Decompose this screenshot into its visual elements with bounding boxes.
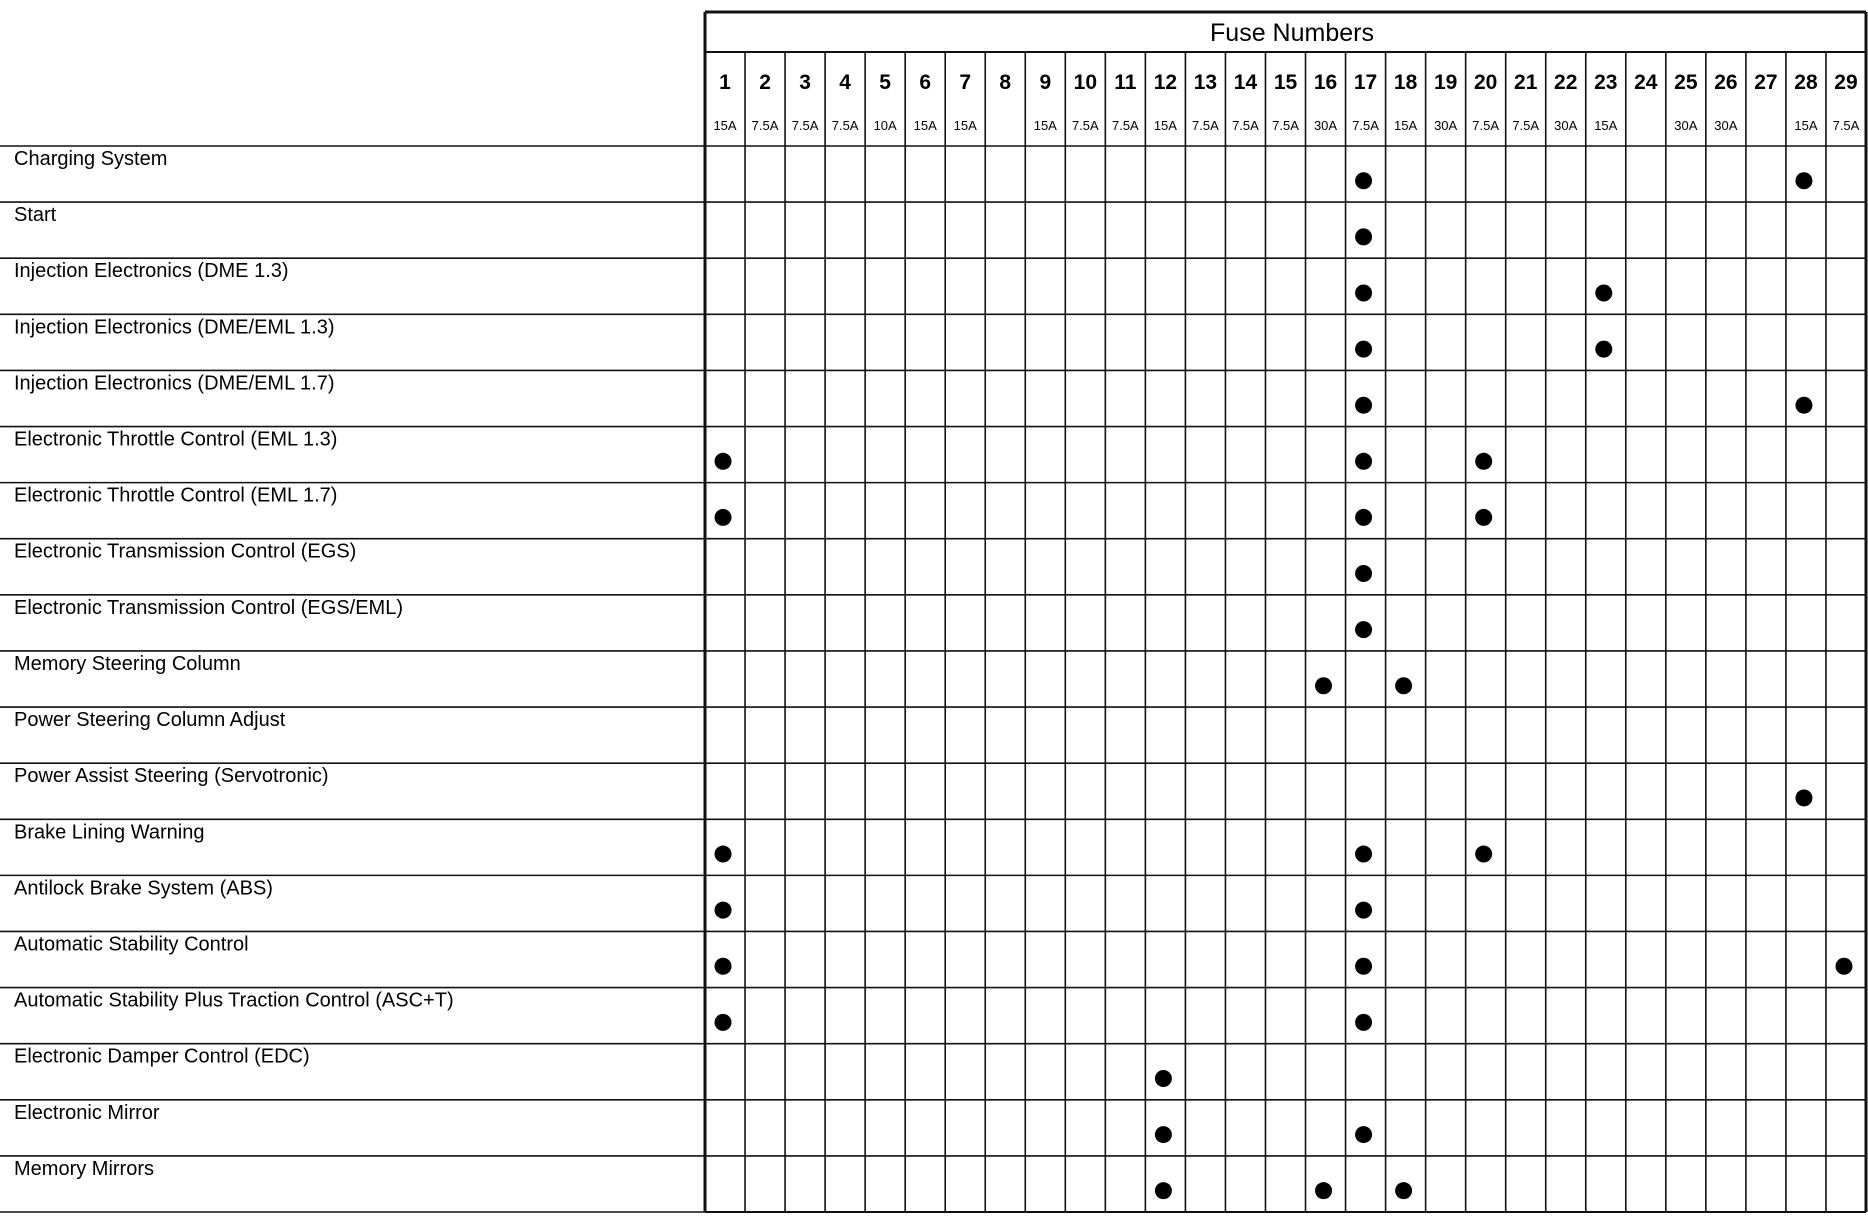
system-label: Electronic Throttle Control (EML 1.3) — [14, 428, 338, 451]
fuse-number: 14 — [1233, 71, 1258, 94]
fuse-rating: 7.5A — [831, 118, 859, 133]
fuse-number: 9 — [1039, 71, 1052, 94]
fuse-marker-dot — [1395, 677, 1412, 694]
system-label: Memory Steering Column — [14, 652, 241, 675]
system-label: Automatic Stability Control — [14, 933, 249, 956]
fuse-marker-dot — [1355, 397, 1372, 414]
fuse-rating: 7.5A — [1512, 118, 1540, 133]
fuse-rating: 15A — [953, 118, 977, 133]
system-label: Injection Electronics (DME 1.3) — [14, 260, 289, 283]
system-label: Electronic Mirror — [14, 1101, 160, 1124]
fuse-marker-dot — [1475, 453, 1492, 470]
fuse-number: 4 — [839, 71, 851, 94]
fuse-number: 25 — [1674, 71, 1698, 94]
system-label: Injection Electronics (DME/EML 1.7) — [14, 372, 335, 395]
fuse-marker-dot — [1355, 1126, 1372, 1143]
fuse-marker-dot — [1795, 172, 1812, 189]
fuse-number: 16 — [1313, 71, 1338, 94]
fuse-number: 10 — [1073, 71, 1098, 94]
fuse-number: 3 — [799, 71, 811, 94]
fuse-number: 24 — [1634, 71, 1658, 94]
fuse-rating: 7.5A — [1111, 118, 1139, 133]
fuse-marker-dot — [1475, 509, 1492, 526]
fuse-rating: 7.5A — [1232, 118, 1259, 133]
fuse-rating: 30A — [1554, 118, 1578, 133]
fuse-marker-dot — [1355, 621, 1372, 638]
fuse-rating: 7.5A — [791, 118, 819, 133]
fuse-rating: 15A — [913, 118, 937, 133]
fuse-marker-dot — [715, 846, 732, 863]
fuse-number: 23 — [1594, 71, 1618, 94]
fuse-number: 5 — [879, 71, 891, 94]
fuse-marker-dot — [1155, 1070, 1172, 1087]
fuse-number: 28 — [1794, 71, 1818, 94]
fuse-number: 27 — [1754, 71, 1778, 94]
fuse-number: 18 — [1393, 71, 1418, 94]
fuse-rating: 15A — [1394, 118, 1418, 133]
fuse-marker-dot — [1835, 958, 1852, 975]
system-label: Power Steering Column Adjust — [14, 709, 286, 732]
fuse-rating: 7.5A — [1352, 118, 1379, 133]
system-label: Electronic Damper Control (EDC) — [14, 1045, 310, 1068]
fuse-number: 17 — [1353, 71, 1378, 94]
fuse-marker-dot — [1355, 284, 1372, 301]
fuse-rating: 7.5A — [1472, 118, 1500, 133]
fuse-number: 6 — [919, 71, 932, 94]
fuse-marker-dot — [1595, 284, 1612, 301]
fuse-rating: 7.5A — [1071, 118, 1099, 133]
fuse-number: 1 — [719, 71, 731, 94]
fuse-number: 11 — [1114, 71, 1137, 94]
fuse-marker-dot — [1315, 1182, 1332, 1199]
system-label: Power Assist Steering (Servotronic) — [14, 765, 329, 788]
fuse-number: 20 — [1473, 71, 1498, 94]
fuse-rating: 30A — [1434, 118, 1458, 133]
system-label: Electronic Transmission Control (EGS/EML) — [14, 596, 404, 619]
fuse-rating: 30A — [1674, 118, 1698, 133]
system-label: Memory Mirrors — [14, 1157, 154, 1180]
fuse-marker-dot — [715, 902, 732, 919]
fuse-marker-dot — [1355, 172, 1372, 189]
fuse-marker-dot — [1595, 341, 1612, 358]
system-label: Electronic Throttle Control (EML 1.7) — [14, 484, 338, 507]
system-label: Injection Electronics (DME/EML 1.3) — [14, 316, 335, 339]
fuse-marker-dot — [1355, 565, 1372, 582]
fuse-marker-dot — [715, 509, 732, 526]
system-label: Antilock Brake System (ABS) — [14, 877, 273, 900]
system-label: Charging System — [14, 148, 168, 170]
fuse-number: 26 — [1714, 71, 1738, 94]
fuse-marker-dot — [715, 958, 732, 975]
fuse-rating: 7.5A — [1192, 118, 1219, 133]
fuse-marker-dot — [1355, 1014, 1372, 1031]
fuse-marker-dot — [1155, 1182, 1172, 1199]
fuse-rating: 15A — [1153, 118, 1177, 133]
fuse-rating: 30A — [1313, 118, 1338, 133]
fuse-rating: 15A — [1594, 118, 1618, 133]
fuse-marker-dot — [1355, 453, 1372, 470]
fuse-number: 22 — [1554, 71, 1578, 94]
fuse-marker-dot — [1355, 902, 1372, 919]
fuse-marker-dot — [1795, 397, 1812, 414]
fuse-marker-dot — [1355, 509, 1372, 526]
fuse-rating: 15A — [1794, 118, 1818, 133]
fuse-rating: 7.5A — [751, 118, 779, 133]
fuse-number: 29 — [1834, 71, 1858, 94]
fuse-marker-dot — [1795, 789, 1812, 806]
fuse-marker-dot — [715, 1014, 732, 1031]
fuse-rating: 30A — [1714, 118, 1738, 133]
system-label: Electronic Transmission Control (EGS) — [14, 540, 357, 563]
fuse-rating: 10A — [873, 118, 897, 133]
fuse-marker-dot — [1355, 846, 1372, 863]
fuse-marker-dot — [1355, 958, 1372, 975]
fuse-number: 8 — [999, 71, 1012, 94]
fuse-rating: 7.5A — [1832, 118, 1860, 133]
system-label: Start — [14, 204, 57, 227]
fuse-number: 7 — [959, 71, 972, 94]
fuse-number: 2 — [759, 71, 771, 94]
fuse-marker-dot — [715, 453, 732, 470]
fuse-marker-dot — [1315, 677, 1332, 694]
fuse-number: 15 — [1273, 71, 1298, 94]
fuse-number: 19 — [1433, 71, 1458, 94]
fuse-rating: 15A — [713, 118, 737, 133]
fuse-marker-dot — [1155, 1126, 1172, 1143]
fuse-number: 12 — [1153, 71, 1178, 94]
fuse-marker-dot — [1475, 846, 1492, 863]
fuse-marker-dot — [1355, 341, 1372, 358]
fuse-rating: 15A — [1033, 118, 1057, 133]
fuse-rating: 7.5A — [1272, 118, 1299, 133]
fuse-number: 13 — [1193, 71, 1218, 94]
fuse-number: 21 — [1514, 71, 1538, 94]
system-label: Brake Lining Warning — [14, 821, 205, 844]
system-label: Automatic Stability Plus Traction Control (ASC+T) — [14, 989, 454, 1012]
fuse-numbers-title: Fuse Numbers — [1210, 19, 1374, 47]
fuse-marker-dot — [1395, 1182, 1412, 1199]
fuse-marker-dot — [1355, 228, 1372, 245]
